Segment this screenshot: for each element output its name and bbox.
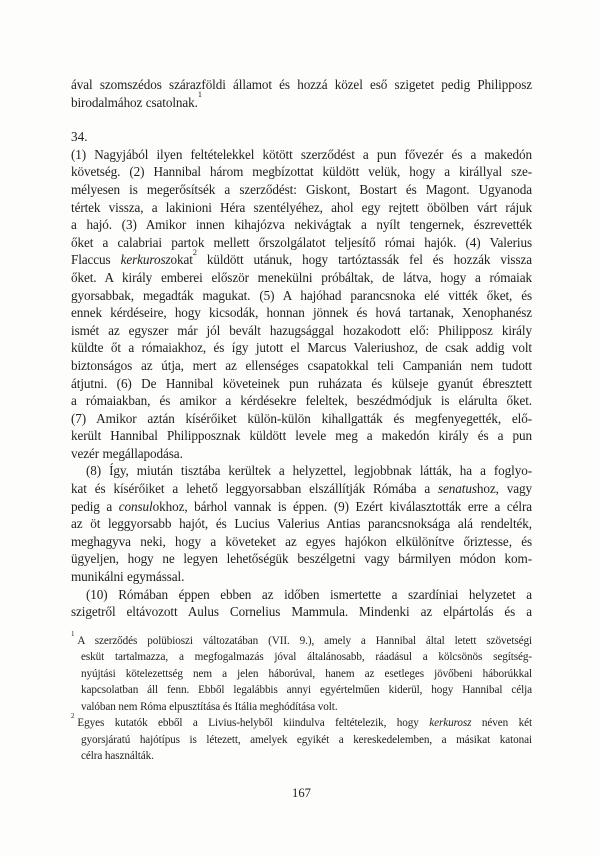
footnote-line	[81, 732, 532, 749]
text-line	[71, 234, 532, 252]
text-line	[71, 339, 532, 357]
text-run: biztonságos az útja, mert az ellenséges csapatokkal teli Campanián nem tudott	[71, 357, 532, 373]
footnote-line	[81, 666, 532, 683]
footnotes-section	[71, 629, 532, 765]
text-run: átjutni. (6) De Hannibal követeinek pun ruházata és külseje gyanút ébresztett	[71, 375, 532, 391]
text-line	[71, 248, 532, 269]
text-run: ismét az egyszer már jól bevált hazugsággal hozakodott elő: Philipposz király	[71, 322, 532, 338]
text-run: Egyes kutatók ebből a Livius-helyből kiindulva feltételezik, hogy	[77, 717, 430, 730]
text-run: (1) Nagyjából ilyen feltételekkel kötött szerződést a pun fővezér és a makedón	[71, 146, 532, 162]
text-line	[71, 427, 532, 445]
text-run: pedig a	[71, 498, 119, 514]
text-line	[71, 445, 532, 463]
text-line	[71, 146, 532, 164]
text-run: ával szomszédos szárazföldi államot és hozzá közel eső szigetet pedig Philipposz	[71, 77, 532, 92]
italic-text: senatus	[438, 481, 477, 497]
superscript-reference: 1	[197, 90, 202, 100]
text-line	[71, 199, 532, 217]
text-run: ennek kérdéseire, hogy kicsodák, honnan jönnek és hová tartanak, Xenophanész	[71, 305, 532, 321]
text-run: kat és kísérőiket a lehető leggyorsabban elszállítják Rómába a	[71, 481, 439, 497]
text-run: valóban nem Róma elpusztítása és Itália meghódítása volt.	[81, 700, 338, 713]
footnote-line	[71, 712, 532, 732]
text-line	[71, 304, 532, 322]
footnote-line	[81, 649, 532, 666]
footnote	[71, 629, 532, 716]
footnote-line	[81, 748, 532, 765]
page-number: 167	[292, 786, 311, 800]
text-line	[71, 480, 532, 498]
text-line	[71, 515, 532, 533]
text-run: célra használták.	[81, 750, 154, 763]
text-run: Flaccus	[71, 252, 121, 268]
text-run: mélyesen is megerősítsék a szerződést: Giskont, Bostart és Magont. Ugyanoda	[71, 181, 532, 197]
text-run: szigetről eltávozott Aulus Cornelius Mammula. Mindenki az elpártolás és a	[71, 604, 532, 620]
text-run: (10) Rómában éppen ebben az időben ismertette a szardíniai helyzetet a	[86, 586, 532, 602]
text-line	[71, 269, 532, 287]
text-run: okat	[170, 252, 193, 268]
text-column	[71, 76, 532, 765]
text-run: nyújtási kötelezettség nem a jelen háborúval, hanem az esetleges jövőbeni háborúkkal	[81, 667, 532, 680]
text-run: gyorsjáratú hajótípus is létezett, amelyek egyikét a kereskedelemben, a másikat katonai	[81, 733, 532, 746]
footnote-marker: 1	[71, 629, 75, 638]
text-line	[71, 181, 532, 199]
italic-text: consul	[118, 498, 153, 514]
text-run: tértek vissza, a lakinioni Héra szentélyéhez, ahol egy rejtett öbölben várt rájuk	[71, 199, 532, 215]
text-line	[71, 287, 532, 305]
footnote-line	[71, 629, 532, 650]
text-run: okhoz, bárhol vannak is éppen. (9) Ezért kiválasztották erre a célra	[152, 498, 532, 514]
body-paragraphs	[71, 146, 532, 621]
text-run: esküt tartalmazza, a megfogalmazás jóval általánosabb, ráadásul a kölcsönös segítség-	[81, 651, 532, 664]
text-run: került Hannibal Philipposznak küldött levele meg a makedón király és a pun	[71, 428, 532, 444]
text-run: hoz, vagy	[476, 481, 532, 497]
text-run: (7) Amikor aztán kísérőiket külön-külön kihallgatták és megfenyegették, elő-	[71, 410, 532, 426]
text-run: munikálni egymással.	[71, 569, 185, 585]
text-line	[71, 603, 532, 621]
text-line	[71, 392, 532, 410]
text-run: őket a calabriai partok mellett őrszolgálatot teljesítő római hajók. (4) Valerius	[71, 234, 532, 250]
continuation-paragraph	[71, 76, 532, 111]
text-line	[71, 550, 532, 568]
text-run: (8) Így, miután tisztába kerültek a helyzettel, legjobbnak látták, ha a foglyo-	[86, 463, 532, 479]
text-line	[71, 76, 532, 94]
footnote-line	[81, 682, 532, 699]
text-line	[71, 322, 532, 340]
footnote-marker: 2	[71, 712, 75, 721]
text-line	[71, 163, 532, 181]
italic-text: kerkurosz	[120, 252, 171, 268]
text-run: küldött utánuk, hogy tartóztassák fel és hozzák vissza	[196, 252, 532, 268]
text-line	[71, 357, 532, 375]
text-line	[71, 410, 532, 428]
text-line	[71, 568, 532, 586]
text-run: a hajó. (3) Amikor innen kihajózva nekivágtak a nyílt tengernek, észrevették	[71, 217, 532, 233]
footnote	[71, 712, 532, 765]
footnote-line	[81, 699, 532, 716]
italic-text: kerkurosz	[429, 717, 472, 730]
text-line	[71, 462, 532, 480]
text-line	[71, 498, 532, 516]
section-heading: 34.	[71, 129, 88, 145]
text-run: gyorsabbak, megadták magukat. (5) A hajóhad parancsnoka elé vitték őket, és	[71, 287, 532, 303]
text-run: az öt leggyorsabb hajót, és Lucius Valerius Antias parancsnoksága alá rendelték,	[71, 516, 532, 532]
text-line	[71, 586, 532, 604]
superscript-reference: 2	[192, 248, 197, 258]
text-run: birodalmához csatolnak.	[71, 94, 198, 110]
text-run: a rómaiakban, és amikor a kérdésekre feleltek, beszédmódjuk is elárulta őket.	[71, 393, 532, 409]
text-run: küldte őt a rómaiakhoz, és így jutott el Marcus Valeriushoz, de csak addig volt	[71, 340, 532, 356]
text-line	[71, 533, 532, 551]
text-run: néven két	[471, 717, 532, 730]
text-run: vezér megállapodása.	[71, 445, 183, 461]
text-line	[71, 216, 532, 234]
text-run: kapcsolatban áll fenn. Ebből legalábbis annyi egyértelműen kiderül, hogy Hannibal célja	[81, 684, 532, 697]
text-run: követség. (2) Hannibal három megbízottat küldött velük, hogy a királlyal sze-	[71, 164, 532, 180]
text-line	[71, 375, 532, 393]
text-run: őket. A király emberei először menekülni próbáltak, de látva, hogy a rómaiak	[71, 269, 532, 285]
text-run: meghagyva neki, hogy a követeket az egyes hajókon elkülönítve őriztesse, és	[71, 533, 532, 549]
text-run: A szerződés polübioszi változatában (VII. 9.), amely a Hannibal által letett szövetségi	[77, 634, 532, 647]
text-line	[71, 90, 532, 112]
text-run: ügyeljen, hogy ne legyen lehetőségük beszélgetni vagy bármilyen módon kom-	[71, 551, 532, 567]
